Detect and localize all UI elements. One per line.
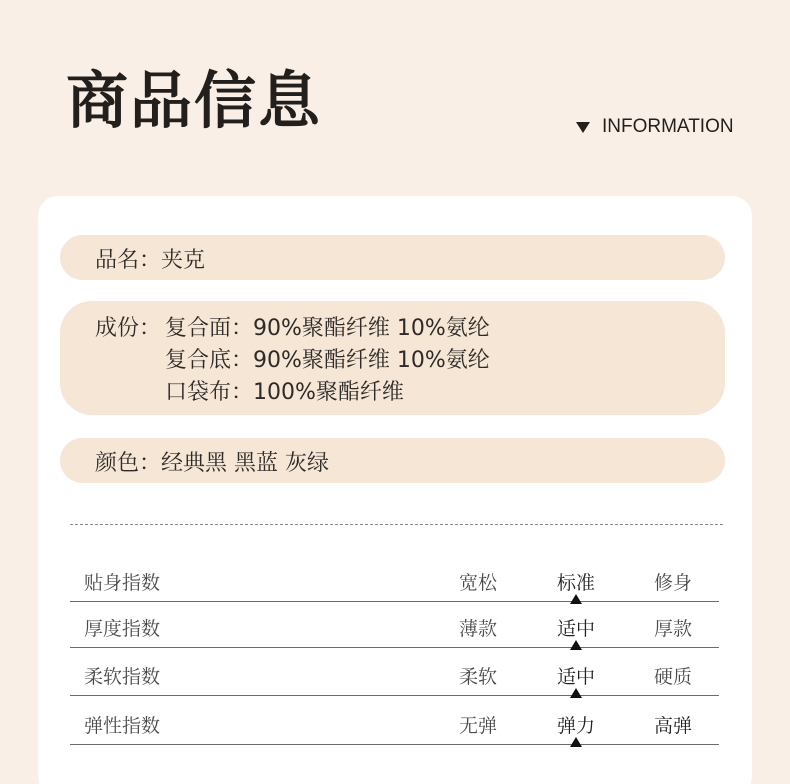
index-label: 贴身指数 <box>84 572 161 594</box>
index-option: 弹力 <box>556 715 595 737</box>
composition-label: 成份： <box>95 316 162 341</box>
index-row <box>70 648 719 696</box>
index-option: 宽松 <box>458 572 497 594</box>
index-row <box>70 554 719 602</box>
triangle-down-icon <box>576 122 590 133</box>
index-label: 柔软指数 <box>84 666 161 688</box>
index-option: 厚款 <box>653 618 692 640</box>
product-name-value: 夹克 <box>161 248 206 273</box>
product-card <box>38 196 752 784</box>
selected-marker-icon <box>570 737 582 747</box>
index-option: 适中 <box>556 666 595 688</box>
color-pill <box>60 438 725 483</box>
index-row <box>70 697 719 745</box>
index-label: 厚度指数 <box>84 618 161 640</box>
info-tag-label: INFORMATION <box>602 116 734 137</box>
composition-line: 复合底：90%聚酯纤维 10%氨纶 <box>165 348 490 373</box>
page-title: 商品信息 <box>66 64 323 137</box>
index-option: 无弹 <box>458 715 497 737</box>
index-label: 弹性指数 <box>84 715 161 737</box>
index-row <box>70 600 719 648</box>
index-option: 薄款 <box>458 618 497 640</box>
index-option: 高弹 <box>653 715 692 737</box>
composition-line: 口袋布：100%聚酯纤维 <box>165 380 404 405</box>
product-name-pill <box>60 235 725 280</box>
index-option: 适中 <box>556 618 595 640</box>
index-option: 柔软 <box>458 666 497 688</box>
color-label: 颜色： <box>95 451 162 476</box>
index-option: 硬质 <box>653 666 692 688</box>
index-option: 标准 <box>556 572 595 594</box>
color-value: 经典黑 黑蓝 灰绿 <box>161 451 330 476</box>
info-tag <box>576 116 734 138</box>
product-name-label: 品名： <box>95 248 162 273</box>
composition-line: 复合面：90%聚酯纤维 10%氨纶 <box>165 316 490 341</box>
composition-pill <box>60 301 725 415</box>
dashed-divider <box>70 524 723 525</box>
index-option: 修身 <box>653 572 692 594</box>
